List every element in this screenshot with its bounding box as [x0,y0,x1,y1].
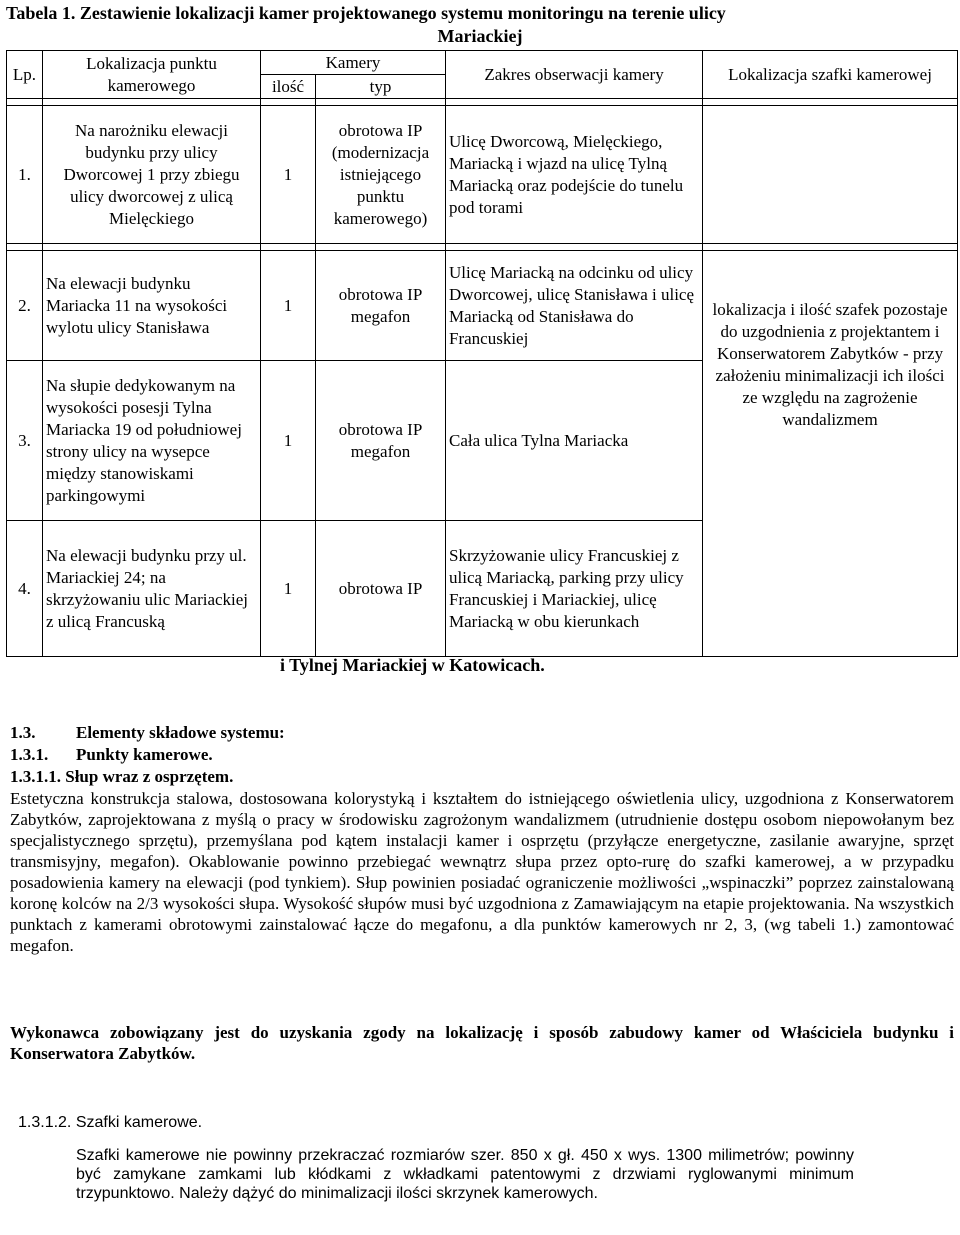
header-cabinet: Lokalizacja szafki kamerowej [703,51,958,99]
heading-1-3-1-2: 1.3.1.2. Szafki kamerowe. [18,1114,203,1131]
row-location: Na elewacji budynku Mariacka 11 na wysokości wylotu ulicy Stanisława [43,251,261,361]
caption-line-1: Tabela 1. Zestawienie lokalizacji kamer projektowanego systemu monitoringu na terenie ulicy [6,3,726,23]
header-type: typ [316,75,446,99]
heading-number: 1.3.1.1. [10,767,61,786]
header-count: ilość [261,75,316,99]
heading-title: Słup wraz z osprzętem. [65,767,234,786]
heading-title: Elementy składowe systemu: [76,723,285,742]
row-count: 1 [261,251,316,361]
table-row [7,106,958,244]
row-type: obrotowa IP (modernizacja istniejącego punktu kamerowego) [316,106,446,244]
header-lp: Lp. [7,51,43,99]
row-lp: 3. [7,361,43,521]
paragraph-pole: Estetyczna konstrukcja stalowa, dostosowana kolorystyką i kształtem do istniejącego oświetlenia ulicy, uzgodniona z Konserwatorem Zabytków, zaprojektowana z myślą o pracy w środowisku zagrożonym wandalizmem (utrudnienie dostępu osobom niepowołanym bez specjalistycznego sprzętu), przemyślana pod kątem instalacji kamer i osprzętu (przyłącze energetyczne, zasilanie awaryjne, sprzęt transmisyjny, megafon). Okablowanie powinno przebiegać wewnątrz słupa przez opto-rurę do szafki kamerowej, a w przypadku posadowienia kamery na elewacji (pod tynkiem). Słup powinien posiadać ograniczenie możliwości „wspinaczki” poprzez zainstalowaną koronę kolców na 2/3 wysokości słupa. Wysokość słupów musi być uzgodniona z Zamawiającym na etapie projektowania. Na wszystkich punktach z kamerami obrotowymi zainstalować łącze do megafonu, a dla punktów kamerowych nr 2, 3, (wg tabeli 1.) zamontować megafon. [10,789,954,955]
header-location: Lokalizacja punktu kamerowego [43,51,261,99]
row-type: obrotowa IP [316,521,446,657]
heading-number: 1.3.1. [10,745,49,764]
row-range: Skrzyżowanie ulicy Francuskiej z ulicą Mariacką, parking przy ulicy Francuskiej i Mariackiej, ulicę Mariacką w obu kierunkach [446,521,703,657]
paragraph-cabinets: Szafki kamerowe nie powinny przekraczać rozmiarów szer. 850 x gł. 450 x wys. 1300 milimetrów; powinny być zamykane zamkami lub kłódkami z wkładkami patentowymi z drzwiami ryglowanymi minimum trzypunktowo. Należy dążyć do minimalizacji ilości skrzynek kamerowych. [76,1147,854,1202]
row-count: 1 [261,106,316,244]
header-cameras: Kamery [261,51,446,75]
row-lp: 2. [7,251,43,361]
row-count: 1 [261,361,316,521]
row-lp: 1. [7,106,43,244]
row-location: Na elewacji budynku przy ul. Mariackiej 24; na skrzyżowaniu ulic Mariackiej z ulicą Francuską [43,521,261,657]
row-type: obrotowa IP megafon [316,251,446,361]
heading-1-3-1 [10,744,213,765]
heading-number: 1.3. [10,723,36,742]
table-row [7,251,958,361]
heading-1-3 [10,722,285,743]
row-location: Na narożniku elewacji budynku przy ulicy Dworcowej 1 przy zbiegu ulicy dworcowej z ulicą Mielęckiego [43,106,261,244]
table-footer: i Tylnej Mariackiej w Katowicach. [280,655,545,675]
row-type: obrotowa IP megafon [316,361,446,521]
camera-locations-table [6,50,958,657]
heading-1-3-1-1 [10,766,233,787]
row-lp: 4. [7,521,43,657]
row-range: Ulicę Dworcową, Mielęckiego, Mariacką i wjazd na ulicę Tylną Mariacką oraz podejście do tunelu pod torami [446,106,703,244]
row-cabinet: lokalizacja i ilość szafek pozostaje do uzgodnienia z projektantem i Konserwatorem Zabytków - przy założeniu minimalizacji ich ilości ze względu na zagrożenie wandalizmem [703,251,958,657]
row-range: Cała ulica Tylna Mariacka [446,361,703,521]
row-location: Na słupie dedykowanym na wysokości posesji Tylna Mariacka 19 od południowej strony ulicy na wysepce między stanowiskami parkingowymi [43,361,261,521]
heading-title: Punkty kamerowe. [76,745,213,764]
table-caption [6,2,954,48]
header-range: Zakres obserwacji kamery [446,51,703,99]
caption-line-2: Mariackiej [437,26,523,46]
paragraph-contractor: Wykonawca zobowiązany jest do uzyskania zgody na lokalizację i sposób zabudowy kamer od Właściciela budynku i Konserwatora Zabytków. [10,1023,954,1063]
row-count: 1 [261,521,316,657]
row-cabinet [703,106,958,244]
row-range: Ulicę Mariacką na odcinku od ulicy Dworcowej, ulicę Stanisława i ulicę Mariacką od Stanisława do Francuskiej [446,251,703,361]
